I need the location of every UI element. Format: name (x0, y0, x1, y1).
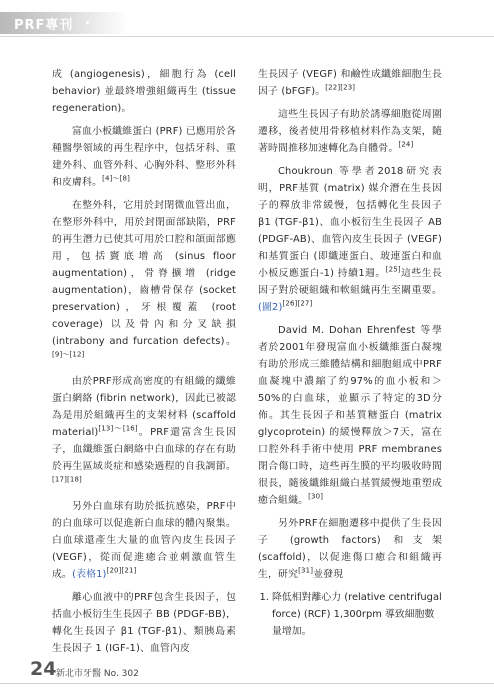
citation: [4]～[8] (102, 174, 131, 183)
paragraph: David M. Dohan Ehrenfest 等學者於2001年發現富血小板纖維蛋白凝塊有助於形成三維體結構和細胞組成中PRF血凝塊中濃縮了約97%的血小板和＞50%的白血球，並顯示了特定的3D分佈。其生長因子和基質糖蛋白 (matrix glycoprotein) 的緩慢釋放＞7天，富在口腔外科手術中使用 PRF membranes 閉合傷口時，這些再生膜的平均吸收時間很長，隨後纖維組織白基質緩慢地重塑成癒合組織。[30] (258, 325, 442, 506)
citation: [24] (398, 140, 414, 149)
header-title: PRF專刊 (14, 18, 74, 33)
citation: [26][27] (282, 299, 313, 308)
citation: [25] (385, 265, 401, 274)
findings-list (258, 589, 442, 640)
journal-title: 新北市牙醫 No. 302 (56, 669, 139, 679)
citation: [31] (298, 566, 314, 575)
paragraph: Choukroun 等學者2018研究表明，PRF基質 (matrix) 媒介潛在生長因子的釋放非常緩慢，包括轉化生長因子 β1 (TGF-β1)、血小板衍生生長因子 AB (PDGF-AB)、血管內皮生長因子 (VEGF) 和基質蛋白 (即纖連蛋白、玻連蛋白和血小板反應蛋白-1) 持續1週。[25]這些生長因子對於硬組織和軟組織再生至關重要。(圖2)[26][27] (258, 166, 442, 313)
citation: [20][21] (106, 566, 137, 575)
paragraph: 生長因子 (VEGF) 和鹼性成纖維細胞生長因子 (bFGF)。[22][23] (258, 69, 442, 97)
paragraph: 這些生長因子有助於誘導細胞從周圍遷移，後者使用骨移植材料作為支架，隨著時間推移加速轉化為自體骨。[24] (258, 109, 442, 154)
footer-divider (0, 683, 494, 684)
table-reference-link[interactable]: (表格1) (72, 569, 107, 580)
header-divider (0, 36, 494, 37)
citation: [9]～[12] (52, 350, 85, 359)
paragraph: 由於PRF形成高密度的有組織的纖維蛋白網絡 (fibrin network)，因此已被認為是用於組織再生的支架材料 (scaffold material)[13]～[16]。PRF還富含生長因子，血纖維蛋白網絡中白血球的存在有助於再生區域炎症和感染過程的自我調節。[17][18] (52, 376, 237, 484)
paragraph: 富血小板纖維蛋白 (PRF) 已應用於各種醫學領域的再生程序中，包括牙科、重建外科、血管外科、心胸外科、整形外科和皮膚科。[4]～[8] (52, 126, 236, 188)
list-item: 1. 降低相對離心力 (relative centrifugal force) (RCF) 1,300rpm 導致細胞數量增加。 (272, 589, 442, 640)
header-dot (86, 21, 89, 24)
page-number: 24 (30, 658, 57, 680)
citation: [30] (308, 492, 324, 501)
header-tab (0, 12, 128, 34)
paragraph: 離心血液中的PRF包含生長因子，包括血小板衍生生長因子 BB (PDGF-BB)，轉化生長因子 β1 (TGF-β1)、類胰島素生長因子 1 (IGF-1)、血管內皮 (52, 592, 236, 654)
paragraph: 另外PRF在細胞遷移中提供了生長因子 (growth factors) 和支架 (scaffold)，以促進傷口癒合和組織再生，研究[31]並發現 (258, 518, 442, 580)
paragraph: 另外白血球有助於抵抗感染，PRF中的白血球可以促進新白血球的體內聚集。白血球還產生大量的血管內皮生長因子 (VEGF)，從而促進癒合並刺激血管生成。(表格1)[20][21] (52, 501, 236, 580)
figure-reference-link[interactable]: (圖2) (258, 302, 283, 313)
citation: [22][23] (325, 83, 356, 92)
left-column (52, 66, 236, 663)
right-column (258, 66, 442, 640)
paragraph: 成 (angiogenesis)，細胞行為 (cell behavior) 並最終增強組織再生 (tissue regeneration)。 (52, 69, 236, 114)
citation: [17][18] (52, 475, 82, 484)
paragraph: 在整外科，它用於封閉微血管出血，在整形外科中，用於封閉面部缺陷，PRF的再生潛力已使其可用於口腔和頜面部應用，包括竇底增高 (sinus floor augmentation)，骨脊擴增 (ridge augmentation)，齒槽骨保存 (socket preservation)，牙根覆蓋 (root coverage) 以及骨內和分叉缺損 (intrabony and furcation defects)。[9]～[12] (52, 200, 236, 359)
citation: [13]～[16] (98, 424, 138, 433)
